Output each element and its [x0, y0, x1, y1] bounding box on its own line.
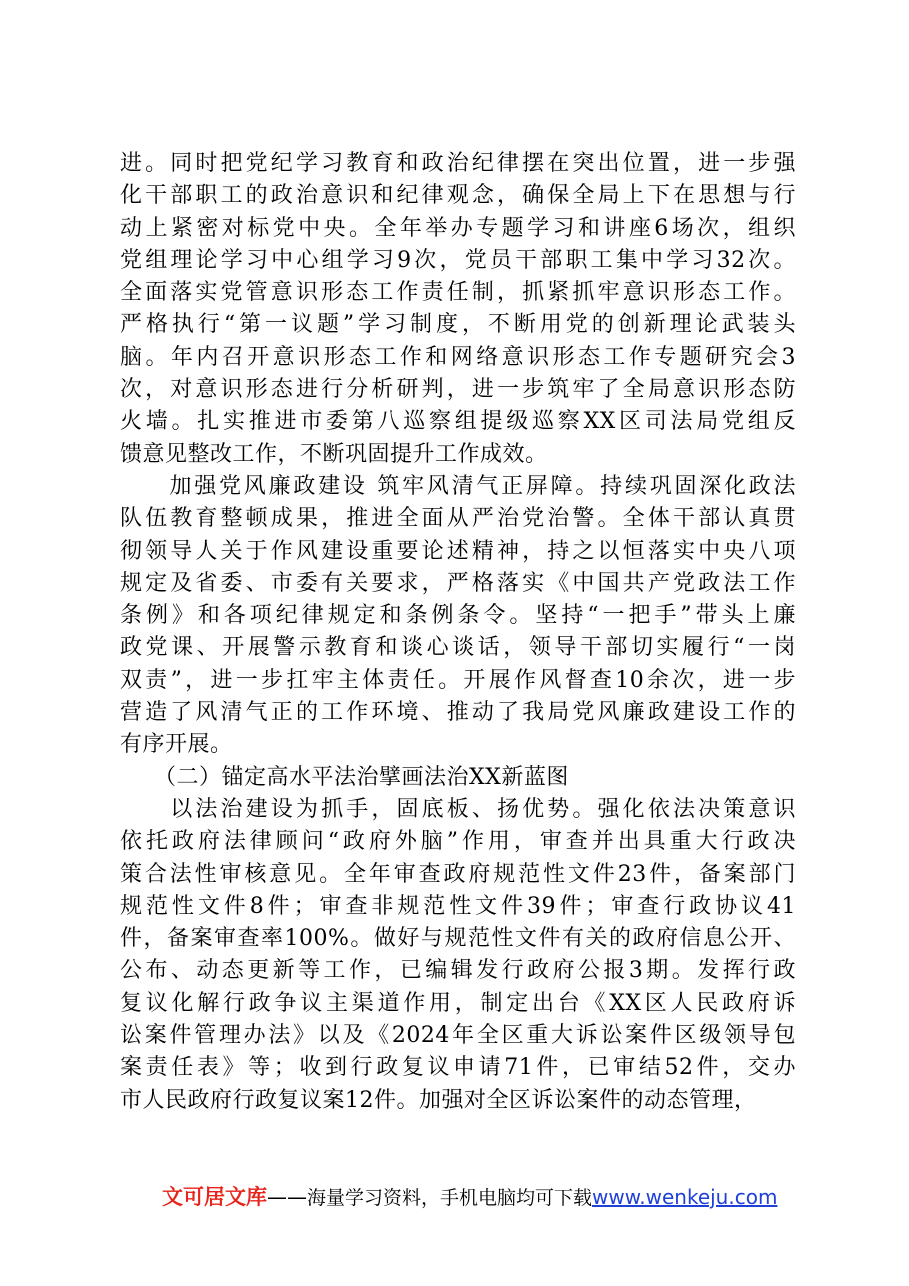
text-line: 条例》和各项纪律规定和条例条令。坚持“一把手”带头上廉 — [120, 603, 796, 629]
text-line: 队伍教育整顿成果，推进全面从严治党治警。全体干部认真贯 — [120, 506, 796, 532]
text-line: 火墙。扎实推进市委第八巡察组提级巡察XX区司法局党组反 — [120, 409, 796, 435]
text-line: 脑。年内召开意识形态工作和网络意识形态工作专题研究会3 — [120, 344, 796, 370]
text-line: 案责任表》等；收到行政复议申请71件，已审结52件，交办 — [120, 1055, 796, 1081]
text-line: 化干部职工的政治意识和纪律观念，确保全局上下在思想与行 — [120, 183, 796, 209]
text-line: 馈意见整改工作，不断巩固提升工作成效。 — [120, 441, 548, 467]
section-heading: （二）锚定高水平法治擘画法治XX新蓝图 — [120, 764, 569, 790]
text-line: 依托政府法律顾问“政府外脑”作用，审查并出具重大行政决 — [120, 829, 796, 855]
text-line: 件，备案审查率100%。做好与规范性文件有关的政府信息公开、 — [120, 926, 796, 952]
website-link[interactable]: www.wenkeju.com — [592, 1185, 778, 1209]
text-line: 讼案件管理办法》以及《2024年全区重大诉讼案件区级领导包 — [120, 1023, 796, 1049]
text-line: 市人民政府行政复议案12件。加强对全区诉讼案件的动态管理， — [120, 1087, 757, 1113]
text-line: 严格执行“第一议题”学习制度，不断用党的创新理论武装头 — [120, 312, 796, 338]
text-line: 有序开展。 — [120, 732, 233, 758]
text-line: 政党课、开展警示教育和谈心谈话，领导干部切实履行“一岗 — [120, 635, 796, 661]
text-line: 动上紧密对标党中央。全年举办专题学习和讲座6场次，组织 — [120, 215, 796, 241]
text-line: 党组理论学习中心组学习9次，党员干部职工集中学习32次。 — [120, 247, 796, 273]
text-line: 策合法性审核意见。全年审查政府规范性文件23件，备案部门 — [120, 861, 796, 887]
document-body — [120, 148, 796, 1117]
text-line: 全面落实党管意识形态工作责任制，抓紧抓牢意识形态工作。 — [120, 280, 796, 306]
footer-banner — [162, 1182, 782, 1212]
text-line: 规范性文件8件；审查非规范性文件39件；审查行政协议41 — [120, 893, 796, 919]
footer-slogan: 海量学习资料，手机电脑均可下载 — [307, 1187, 593, 1209]
paragraph-heading-line: 以法治建设为抓手，固底板、扬优势。强化依法决策意识 — [120, 796, 796, 822]
brand-name: 文可居文库 — [162, 1185, 267, 1209]
text-line: 双责”，进一步扛牢主体责任。开展作风督查10余次，进一步 — [120, 667, 796, 693]
text-line: 复议化解行政争议主渠道作用，制定出台《XX区人民政府诉 — [120, 990, 796, 1016]
footer-dash: —— — [267, 1185, 307, 1209]
text-line: 次，对意识形态进行分析研判，进一步筑牢了全局意识形态防 — [120, 377, 796, 403]
text-line: 进。同时把党纪学习教育和政治纪律摆在突出位置，进一步强 — [120, 151, 796, 176]
paragraph-heading-line: 加强党风廉政建设 筑牢风清气正屏障。持续巩固深化政法 — [120, 473, 796, 499]
text-line: 公布、动态更新等工作，已编辑发行政府公报3期。发挥行政 — [120, 958, 796, 984]
text-line: 彻领导人关于作风建设重要论述精神，持之以恒落实中央八项 — [120, 538, 796, 564]
text-line: 营造了风清气正的工作环境、推动了我局党风廉政建设工作的 — [120, 700, 796, 726]
text-line: 规定及省委、市委有关要求，严格落实《中国共产党政法工作 — [120, 570, 796, 596]
